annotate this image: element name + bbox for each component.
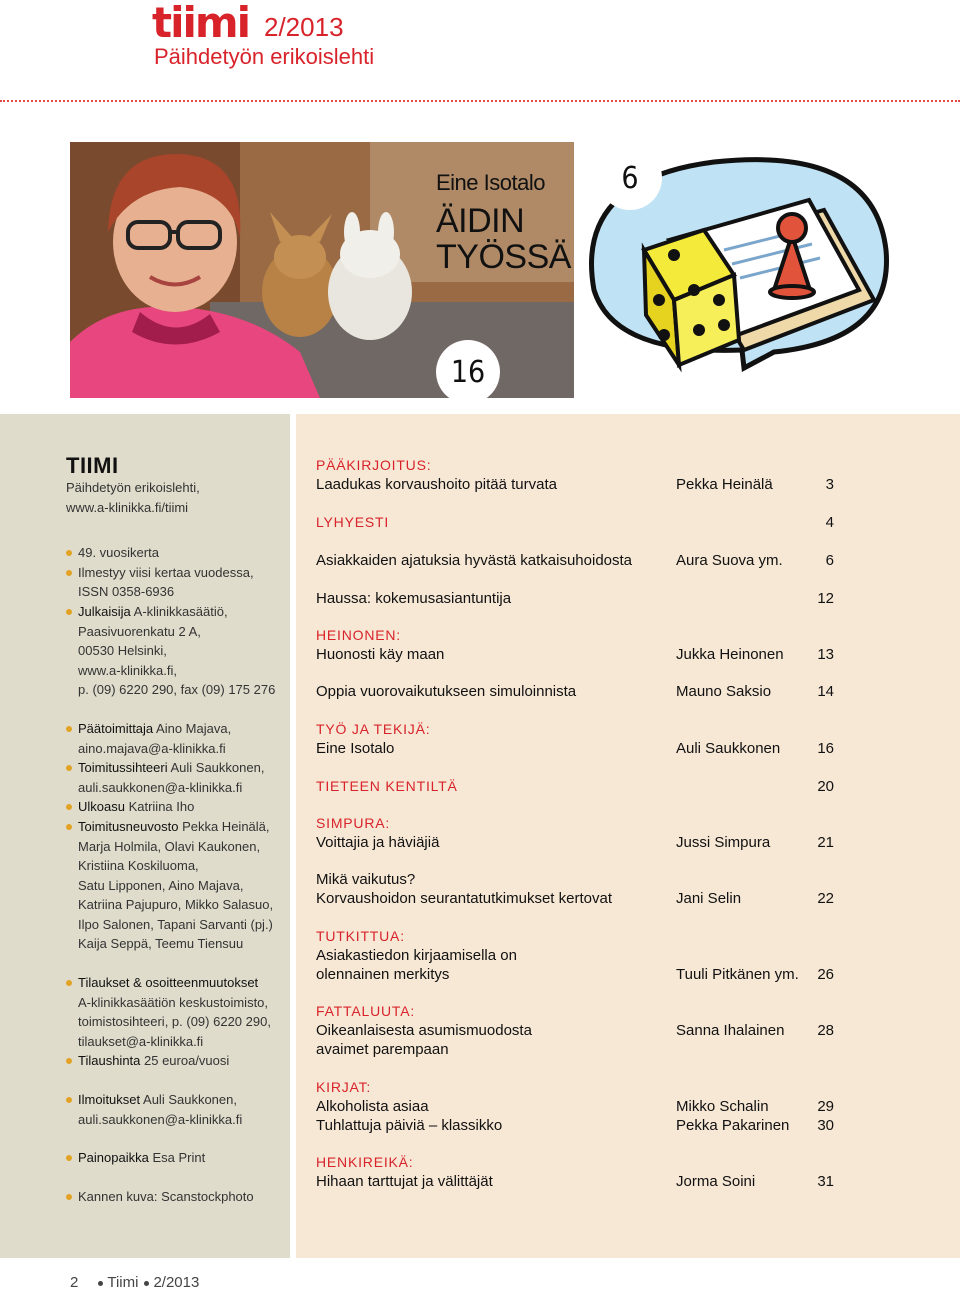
toc-author: Jorma Soini [676,1173,756,1190]
footer-page-number: 2 [70,1274,79,1291]
toc-entry[interactable] [316,682,836,701]
toc-author: Mauno Saksio [676,683,772,700]
layout-label: Ulkoasu [78,799,125,815]
toc-category: TYÖ JA TEKIJÄ: [316,721,431,737]
toc-entry[interactable] [316,589,836,608]
toc-entry[interactable] [316,870,836,908]
toc-category: KIRJAT: [316,1079,372,1095]
toc-author: Mikko Schalin [676,1098,769,1115]
toc-page: 30 [817,1117,834,1134]
toc-entry[interactable] [316,626,836,664]
toc-author: Jussi Simpura [676,834,771,851]
toc-category: SIMPURA: [316,815,391,831]
bullet-icon [144,1281,149,1286]
toc-entry[interactable] [316,1153,836,1191]
feature-title [436,204,576,275]
toc-entry[interactable] [316,456,836,494]
toc-title: Tuhlattuja päiviä – klassikko [316,1117,503,1134]
board-label: Toimitusneuvosto [78,818,179,834]
toc-author: Auli Saukkonen [676,740,781,757]
board-members: Kristiina Koskiluoma, [78,858,199,874]
toc-author: Pekka Pakarinen [676,1117,790,1134]
secretary-value: Auli Saukkonen, [167,760,265,776]
toc-title: Voittajia ja häviäjiä [316,834,440,851]
page-footer [70,1274,199,1291]
ads-email: auli.saukkonen@a-klinikka.fi [78,1111,243,1127]
price-label: Tilaushinta [78,1053,141,1069]
toc-author: Tuuli Pitkänen ym. [676,966,799,983]
orders-label: Tilaukset & osoitteenmuutokset [78,975,259,991]
colophon-orders [66,973,286,993]
toc-category: HEINONEN: [316,627,401,643]
bullet-icon [98,1281,103,1286]
orders-email: tilaukset@a-klinikka.fi [78,1033,204,1049]
feature-title-line-1: ÄIDIN [436,202,525,240]
toc-title: Asiakastiedon kirjaamisella on [316,947,517,964]
toc-category: TIETEEN KENTILTÄ [316,778,458,794]
colophon-issn: ISSN 0358-6936 [78,584,175,600]
ads-value: Auli Saukkonen, [140,1092,237,1108]
price-value: 25 euroa/vuosi [140,1053,230,1069]
orders-office: A-klinikkasäätiön keskustoimisto, [78,994,269,1010]
toc-page: 26 [817,966,834,983]
page-badge-top: 6 [598,146,662,210]
magazine-subtitle: Päihdetyön erikoislehti [154,44,375,69]
ads-label: Ilmoitukset [78,1092,141,1108]
toc-category: PÄÄKIRJOITUS: [316,457,432,473]
toc-category: LYHYESTI [316,514,390,530]
editor-label: Päätoimittaja [78,720,154,736]
page-badge-bottom: 16 [436,340,500,404]
colophon-printer [66,1148,286,1168]
toc-entry[interactable] [316,1002,836,1059]
toc-page: 16 [817,740,834,757]
colophon-board [66,817,286,837]
colophon [66,454,286,1206]
secretary-email: auli.saukkonen@a-klinikka.fi [78,779,243,795]
secretary-label: Toimitussihteeri [78,760,168,776]
toc-author: Sanna Ihalainen [676,1022,785,1039]
toc-page: 12 [817,590,834,607]
colophon-subtitle [66,478,286,517]
editor-value: Aino Majava, [153,720,232,736]
colophon-panel [0,414,290,1258]
publisher-phone: p. (09) 6220 290, fax (09) 175 276 [78,682,276,698]
toc-page: 21 [817,834,834,851]
toc-title-line-2: olennainen merkitys [316,966,450,983]
toc-page: 13 [817,646,834,663]
printer-label: Painopaikka [78,1150,149,1166]
toc-page: 6 [825,552,834,569]
toc-author: Aura Suova ym. [676,552,783,569]
toc-entry[interactable] [316,777,836,796]
toc-page: 4 [825,514,834,531]
colophon-title: TIIMI [66,453,119,478]
publisher-label: Julkaisija [78,603,131,619]
toc-title: Alkoholista asiaa [316,1098,429,1115]
colophon-subtitle-line: Päihdetyön erikoislehti, [66,480,200,495]
editor-email: aino.majava@a-klinikka.fi [78,740,226,756]
publisher-address: Paasivuorenkatu 2 A, [78,623,201,639]
toc-entry[interactable] [316,927,836,984]
board-members: Katriina Pajupuro, Mikko Salasuo, [78,897,274,913]
toc-title-line-2: avaimet parempaan [316,1041,449,1058]
toc-title: Haussa: kokemusasiantuntija [316,590,512,607]
toc-entry[interactable] [316,1078,836,1116]
orders-phone: toimistosihteeri, p. (09) 6220 290, [78,1014,271,1030]
issue-number: 2/2013 [264,12,344,42]
board-value: Pekka Heinälä, [178,818,270,834]
toc-title: Oppia vuorovaikutukseen simuloinnista [316,683,577,700]
magazine-logo: tiimi [152,0,250,47]
feature-title-line-2: TYÖSSÄ [436,237,571,276]
colophon-price [66,1051,286,1071]
toc-page: 14 [817,683,834,700]
colophon-editor-in-chief [66,719,286,739]
toc-page: 20 [817,778,834,795]
toc-title: Hihaan tarttujat ja välittäjät [316,1173,493,1190]
toc-category: HENKIREIKÄ: [316,1154,414,1170]
layout-value: Katriina Iho [124,799,195,815]
toc-title: Eine Isotalo [316,740,395,757]
colophon-volume: 49. vuosikerta [66,543,286,563]
colophon-ads [66,1090,286,1110]
toc-page: 29 [817,1098,834,1115]
toc-page: 28 [817,1022,834,1039]
toc-page: 22 [817,890,834,907]
footer-magazine: Tiimi [107,1274,139,1291]
toc-title-line-2: Korvaushoidon seurantatutkimukset kertovat [316,890,612,907]
toc-entry[interactable] [316,1116,836,1135]
toc-title: Asiakkaiden ajatuksia hyvästä katkaisuhoidosta [316,552,633,569]
publisher-value: A-klinikkasäätiö, [130,603,228,619]
toc-author: Jukka Heinonen [676,646,784,663]
colophon-secretary [66,758,286,778]
dotted-divider [0,100,960,102]
board-members: Ilpo Salonen, Tapani Sarvanti (pj.) [78,916,273,932]
colophon-cover-credit: Kannen kuva: Scanstockphoto [66,1187,286,1207]
toc-entry[interactable] [316,551,836,570]
board-members: Satu Lipponen, Aino Majava, [78,877,244,893]
colophon-layout [66,797,286,817]
toc-entry[interactable] [316,814,836,852]
colophon-publisher [66,602,286,622]
toc-title: Laadukas korvaushoito pitää turvata [316,476,557,493]
toc-author: Pekka Heinälä [676,476,773,493]
publisher-website: www.a-klinikka.fi, [78,662,177,678]
board-members: Kaija Seppä, Teemu Tiensuu [78,936,244,952]
printer-value: Esa Print [148,1150,206,1166]
toc-page: 3 [825,476,834,493]
board-members: Marja Holmila, Olavi Kaukonen, [78,838,261,854]
toc-title: Oikeanlaisesta asumismuodosta [316,1022,532,1039]
toc-title: Mikä vaikutus? [316,871,416,888]
toc-category: TUTKITTUA: [316,928,405,944]
toc-page: 31 [817,1173,834,1190]
toc-entry[interactable] [316,513,836,532]
toc-title: Huonosti käy maan [316,646,445,663]
toc-entry[interactable] [316,720,836,758]
hero-section [0,140,960,410]
footer-issue: 2/2013 [153,1274,200,1291]
colophon-url: www.a-klinikka.fi/tiimi [66,499,189,515]
feature-author: Eine Isotalo [436,170,545,195]
toc-author: Jani Selin [676,890,742,907]
toc-category: FATTALUUTA: [316,1003,416,1019]
colophon-frequency: Ilmestyy viisi kertaa vuodessa, [66,563,286,583]
publisher-city: 00530 Helsinki, [78,643,167,659]
